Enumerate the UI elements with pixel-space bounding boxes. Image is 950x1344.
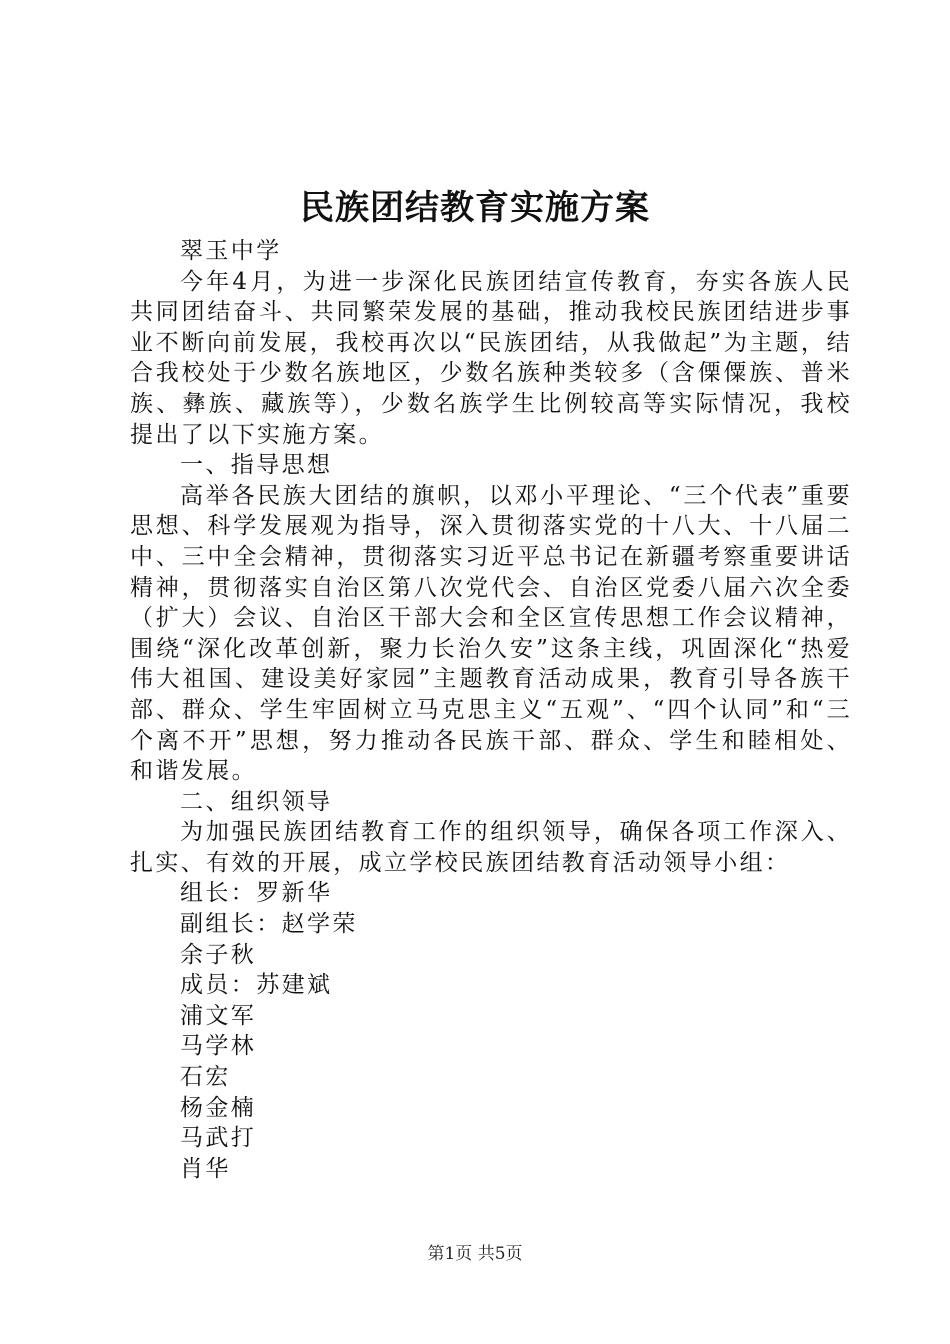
member-name: 马武打 xyxy=(180,1125,257,1152)
member-name: 杨金楠 xyxy=(180,1094,257,1121)
leader-line: 组长：罗新华 xyxy=(180,880,333,907)
member-name: 浦文军 xyxy=(180,1002,257,1029)
intro-paragraph: 今年4月，为进一步深化民族团结宣传教育，夯实各族人民共同团结奋斗、共同繁荣发展的基础，推动我校民族团结进步事业不断向前发展，我校再次以“民族团结，从我做起”为主题，结合我校处于少数名族地区，少数名族种类较多（含傈僳族、普米族、彝族、藏族等），少数名族学生比例较高等实际情况，我校提出了以下实施方案。 xyxy=(130,268,852,448)
deputy-leader-line: 副组长：赵学荣 xyxy=(180,911,358,938)
school-name: 翠玉中学 xyxy=(180,238,282,264)
document-body xyxy=(130,236,852,1184)
member-name: 马学林 xyxy=(180,1033,257,1060)
member-name: 石宏 xyxy=(180,1064,231,1091)
document-title: 民族团结教育实施方案 xyxy=(300,188,650,228)
section-heading-organization: 二、组织领导 xyxy=(180,788,333,815)
member-name: 肖华 xyxy=(180,1155,231,1182)
section-heading-guiding-ideology: 一、指导思想 xyxy=(180,452,333,479)
members-line: 成员：苏建斌 xyxy=(180,972,333,999)
guiding-ideology-paragraph: 高举各民族大团结的旗帜，以邓小平理论、“三个代表”重要思想、科学发展观为指导，深入贯彻落实党的十八大、十八届二中、三中全会精神，贯彻落实习近平总书记在新疆考察重要讲话精神，贯彻落实自治区第八次党代会、自治区党委八届六次全委（扩大）会议、自治区干部大会和全区宣传思想工作会议精神，围绕“深化改革创新，聚力长治久安”这条主线，巩固深化“热爱伟大祖国、建设美好家园”主题教育活动成果，教育引导各族干部、群众、学生牢固树立马克思主义“五观”、“四个认同”和“三个离不开”思想，努力推动各民族干部、群众、学生和睦相处、和谐发展。 xyxy=(130,482,852,785)
page-footer: 第1页 共5页 xyxy=(427,1244,523,1264)
deputy-leader-name: 余子秋 xyxy=(180,941,257,968)
organization-paragraph: 为加强民族团结教育工作的组织领导，确保各项工作深入、扎实、有效的开展，成立学校民族团结教育活动领导小组： xyxy=(130,819,852,876)
